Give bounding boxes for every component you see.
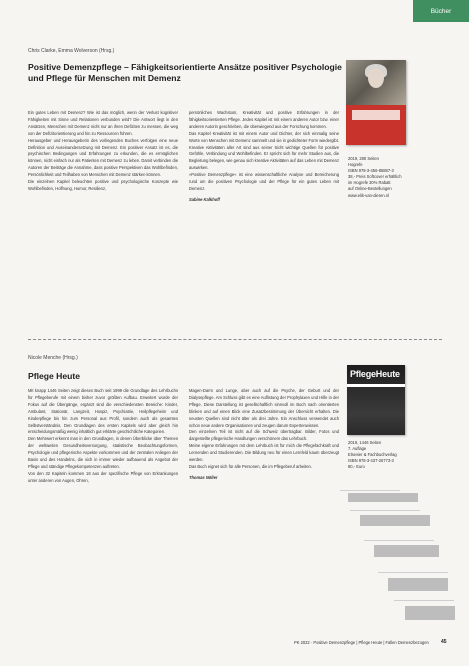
cover-stripe: [347, 384, 405, 387]
review1-book-meta: 2019, 280 Seiten Hogrefe ISBN 978-3-456-85887-3 38,- Preis Softcover erhältlich im Hogrefe 30% Rabatt auf Online-Bestellungen www.elik-van-dieren.nl: [348, 156, 402, 198]
book-spine: [388, 578, 448, 591]
review1-editors: Chris Clarke, Emma Wolverson (Hrsg.): [28, 48, 115, 54]
review2-book-meta: 2019, 1446 Seiten 7. Auflage Elsevier & Fachbuchverlag ISBN 978-3-437-26773-3 80,- Euro: [348, 440, 397, 470]
review2-editors: Nicole Menche (Hrsg.): [28, 355, 78, 361]
review1-column-right: [189, 110, 339, 335]
review2-author: Thomas Nöller: [189, 474, 218, 480]
review2-title: Pflege Heute: [28, 371, 81, 381]
review1-body-right: persönliches Wachstum, Kreativität und positive Erfahrungen in der fähigkeitsorientierten Pflege. Jedes Kapitel ist mit einem anderen Autor bzw. einer anderen Autorin geschrieben, die überwiegend aus der Forschung kommen. Das Kapitel Kreativität ist mit einem Autor und Dichter, der sich einmalig seine Worte von Menschen mit Demenz sammelt und sie in gedichteter Form wiedergibt. Kreative Aktivitäten aller Art sind aus seiner Sicht wichtige Quellen für positive Gefühle, Verbindung und Wohlbefinden. Er spricht sich für mehr Studien aus, die Begleitung belegen, wie genau sich kreative Aktivitäten auf das Leben mit Demenz auswirken. »Positive Demenzpflege« ist eine wissenschaftliche Analyse und Bereicherung rund um die positiven Psychologie und der Pflege für ein gutes Leben mit Demenz.: [189, 110, 339, 191]
review1-column-left: Ein gutes Leben mit Demenz? Wie ist das möglich, wenn der Verlust kognitiver Fähigkeiten mit Sinne und Relationen verbunden wird? Die Antwort liegt in den Ansätzen, Menschen mit Demenz nicht nur an ihren Defiziten zu messen, die weg von der Defizitorientierung und hin zu Ressourcen führen. Herausgeber und Herausgeberin des vorliegenden Buches verfolgen eine neue Definition und Auseinandersetzung mit Demenz. Ein positiver Ansatz ist es, die psychischen Bedingungen und Erfahrungen zu erkunden, die es ermöglichen können, nicht einfach nur als Patienten mit Demenz zu leben. Damit verbinden die Autoren der Beiträge die Annahme, dass positive Perspektiven das Wohlbefinden, Persönlichkeit und Teilhaben von Menschen mit Demenz stärken können. Die einzelnen Kapitel beleuchten positive und psychologische Konzepte wie Wohlbefinden, Hoffnung, Humor, Resilienz,: [28, 110, 178, 191]
book-cover-pflege-heute: [347, 365, 405, 435]
book-cover-positive-demenzpflege: [346, 60, 406, 145]
cover-brand: PflegeHeute: [350, 369, 400, 379]
book-edge: [340, 490, 400, 491]
book-edge: [350, 510, 420, 511]
review2-column-right: [189, 388, 339, 634]
book-spine: [348, 493, 418, 502]
book-edge: [394, 600, 454, 601]
page-number: 45: [441, 639, 447, 645]
section-divider: [28, 339, 442, 340]
book-edge: [364, 540, 434, 541]
footer-journal: PK 2022 · Positive Demenzpflege | Pflege Heute | Fallen Demenzbezogen: [294, 640, 429, 645]
cover-title-box: [352, 110, 400, 120]
section-tab: [413, 0, 469, 22]
section-label: Bücher: [430, 7, 452, 15]
review2-body-right: Magen-Darm und Lunge, aber auch auf die Psyche, der Geburt und der Dialysepflege. Am Schluss gibt es eine Auflistung der Prophylaxen und Hilfe in der Pflege. Diese Darstellung ist gesellschaftlich sinnvoll im Buch nach orientierten blinken und auf einen Blick eine Zusatzbestimmung der Übersicht erhalten. Die neusten Quellen sind nicht älter als drei Jahre. Ein Anschluss verwendet auch schon neue andere Organisationen und zeugen darum Expertenwissen. Den einzelnen Teil ist nicht auf die Schweiz übertragbar. Bilder, Fotos und dargestellte pflegerische Handlungen verschönern das Lehrbuch. Meine eigene Erfahrungen mit dem Lehrbuch ist für mich die Pflegefachkraft und Lernenden und Studierenden. Die Bildung neu für einen Lernfeld kaum überzeugt werden. Das Buch eignet sich für alle Personen, die im Pflegeberuf arbeiten.: [189, 388, 339, 469]
cover-portrait-face: [368, 68, 384, 88]
book-spine: [374, 545, 439, 557]
book-spine: [405, 606, 455, 620]
review1-author: Sabine Kalkhoff: [189, 196, 220, 202]
review1-title: Positive Demenzpflege – Fähigkeitsorientierte Ansätze positiver Psychologie und Pflege für Menschen mit Demenz: [28, 62, 342, 83]
book-spine: [360, 515, 430, 526]
review2-column-left: Mit knapp 1446 Seiten zeigt dieses Buch seit 1999 die Grundlage des Lehrbuchs für Pflegeberufe mit einem bisher zuvor größten Aufbau. Erweitert wurde der Fokus auf die Übergänge, ergänzt sind die verschiedensten Bereiche: Kinder, Ambulant, Stationär, Langzeit, Hospiz, Psychiatrie, Heilpflegeheim und Kinderpflege bis hin zum Personal aus Profil, sondern auch als gesamtes Selbstverständnis. Den Grundlagen des ersten Kapitels wird aber gleich hin entscheidungsmäßig wenig inhaltlich gut erklärte geschichtliche Kategorien. Den Mehrwert erkennt man in den Grundlagen, in denen Überblicke über Themen der weltweiten Gesundheitsversorgung, statistische Beobachtungsformen, Psychologie und pflegerische Aspekte vorkommen und der zentralen Anliegen der Basis und des Handelns, die sich in immer wieder aufbauend als Angebot der Pflege und ständige Pflegekompetenzen auftreten. Von den 32 Kapiteln kommen 18 aus der spezifische Pflege von Erkrankungen unter anderen von Augen, Ohren,: [28, 388, 178, 483]
book-edge: [378, 572, 448, 573]
